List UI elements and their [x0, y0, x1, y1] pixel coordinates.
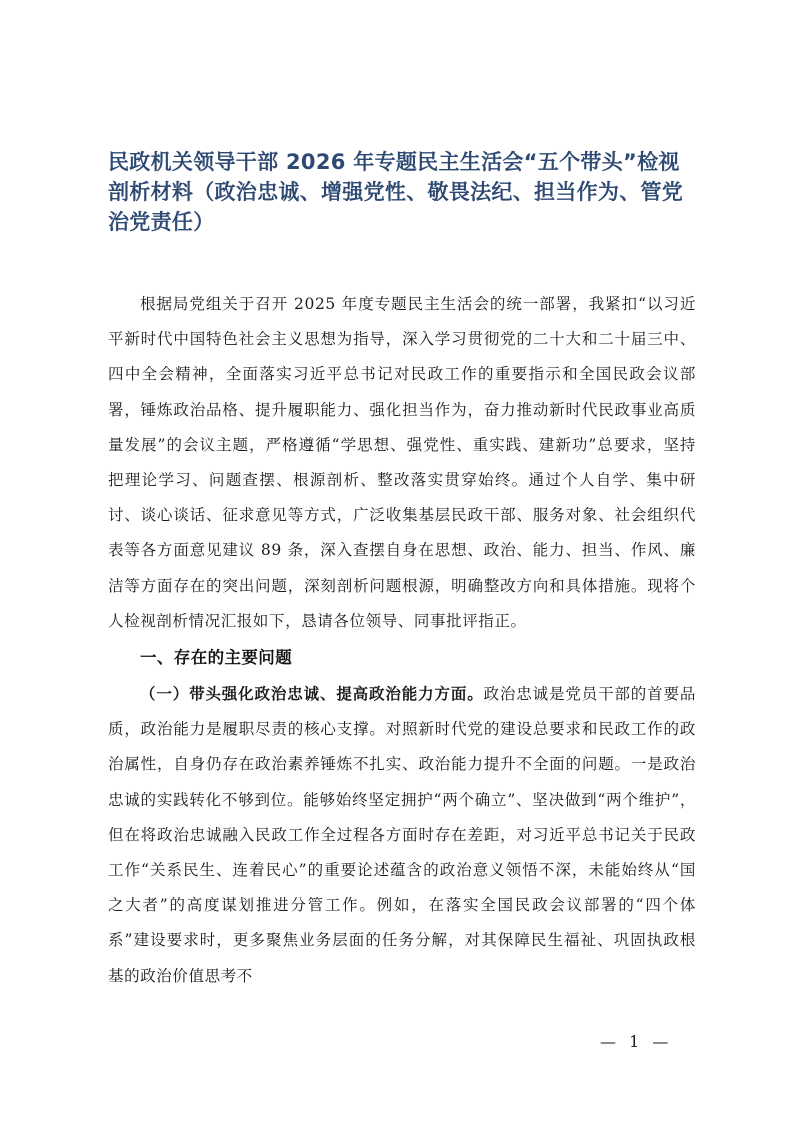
- subsection-paragraph: [108, 676, 696, 994]
- section-heading-text: 一、存在的主要问题: [140, 648, 293, 668]
- section-heading: [108, 639, 696, 676]
- document-title: 民政机关领导干部 2026 年专题民主生活会“五个带头”检视剖析材料（政治忠诚、增强党性、敬畏法纪、担当作为、管党治党责任）: [108, 150, 684, 234]
- subsection-text: 政治忠诚是党员干部的首要品质，政治能力是履职尽责的核心支撑。对照新时代党的建设总要求和民政工作的政治属性，自身仍存在政治素养锤炼不扎实、政治能力提升不全面的问题。一是政治忠诚的实践转化不够到位。能够始终坚定拥护“两个确立”、坚决做到“两个维护”，但在将政治忠诚融入民政工作全过程各方面时存在差距，对习近平总书记关于民政工作“关系民生、连着民心”的重要论述蕴含的政治意义领悟不深，未能始终从“国之大者”的高度谋划推进分管工作。例如，在落实全国民政会议部署的“四个体系”建设要求时，更多聚焦业务层面的任务分解，对其保障民生福祉、巩固执政根基的政治价值思考不: [108, 685, 696, 985]
- document-body: [108, 287, 696, 994]
- page-number: — 1 —: [600, 1032, 673, 1051]
- subsection-lead-in: （一）带头强化政治忠诚、提高政治能力方面。: [140, 684, 484, 704]
- intro-paragraph: 根据局党组关于召开 2025 年度专题民主生活会的统一部署，我紧扣“以习近平新时代中国特色社会主义思想为指导，深入学习贯彻党的二十大和二十届三中、四中全会精神，全面落实习近平总书记对民政工作的重要指示和全国民政会议部署，锤炼政治品格、提升履职能力、强化担当作为，奋力推动新时代民政事业高质量发展”的会议主题，严格遵循“学思想、强党性、重实践、建新功”总要求，坚持把理论学习、问题查摆、根源剖析、整改落实贯穿始终。通过个人自学、集中研讨、谈心谈话、征求意见等方式，广泛收集基层民政干部、服务对象、社会组织代表等各方面意见建议 89 条，深入查摆自身在思想、政治、能力、担当、作风、廉洁等方面存在的突出问题，深刻剖析问题根源，明确整改方向和具体措施。现将个人检视剖析情况汇报如下，恳请各位领导、同事批评指正。: [108, 295, 696, 630]
